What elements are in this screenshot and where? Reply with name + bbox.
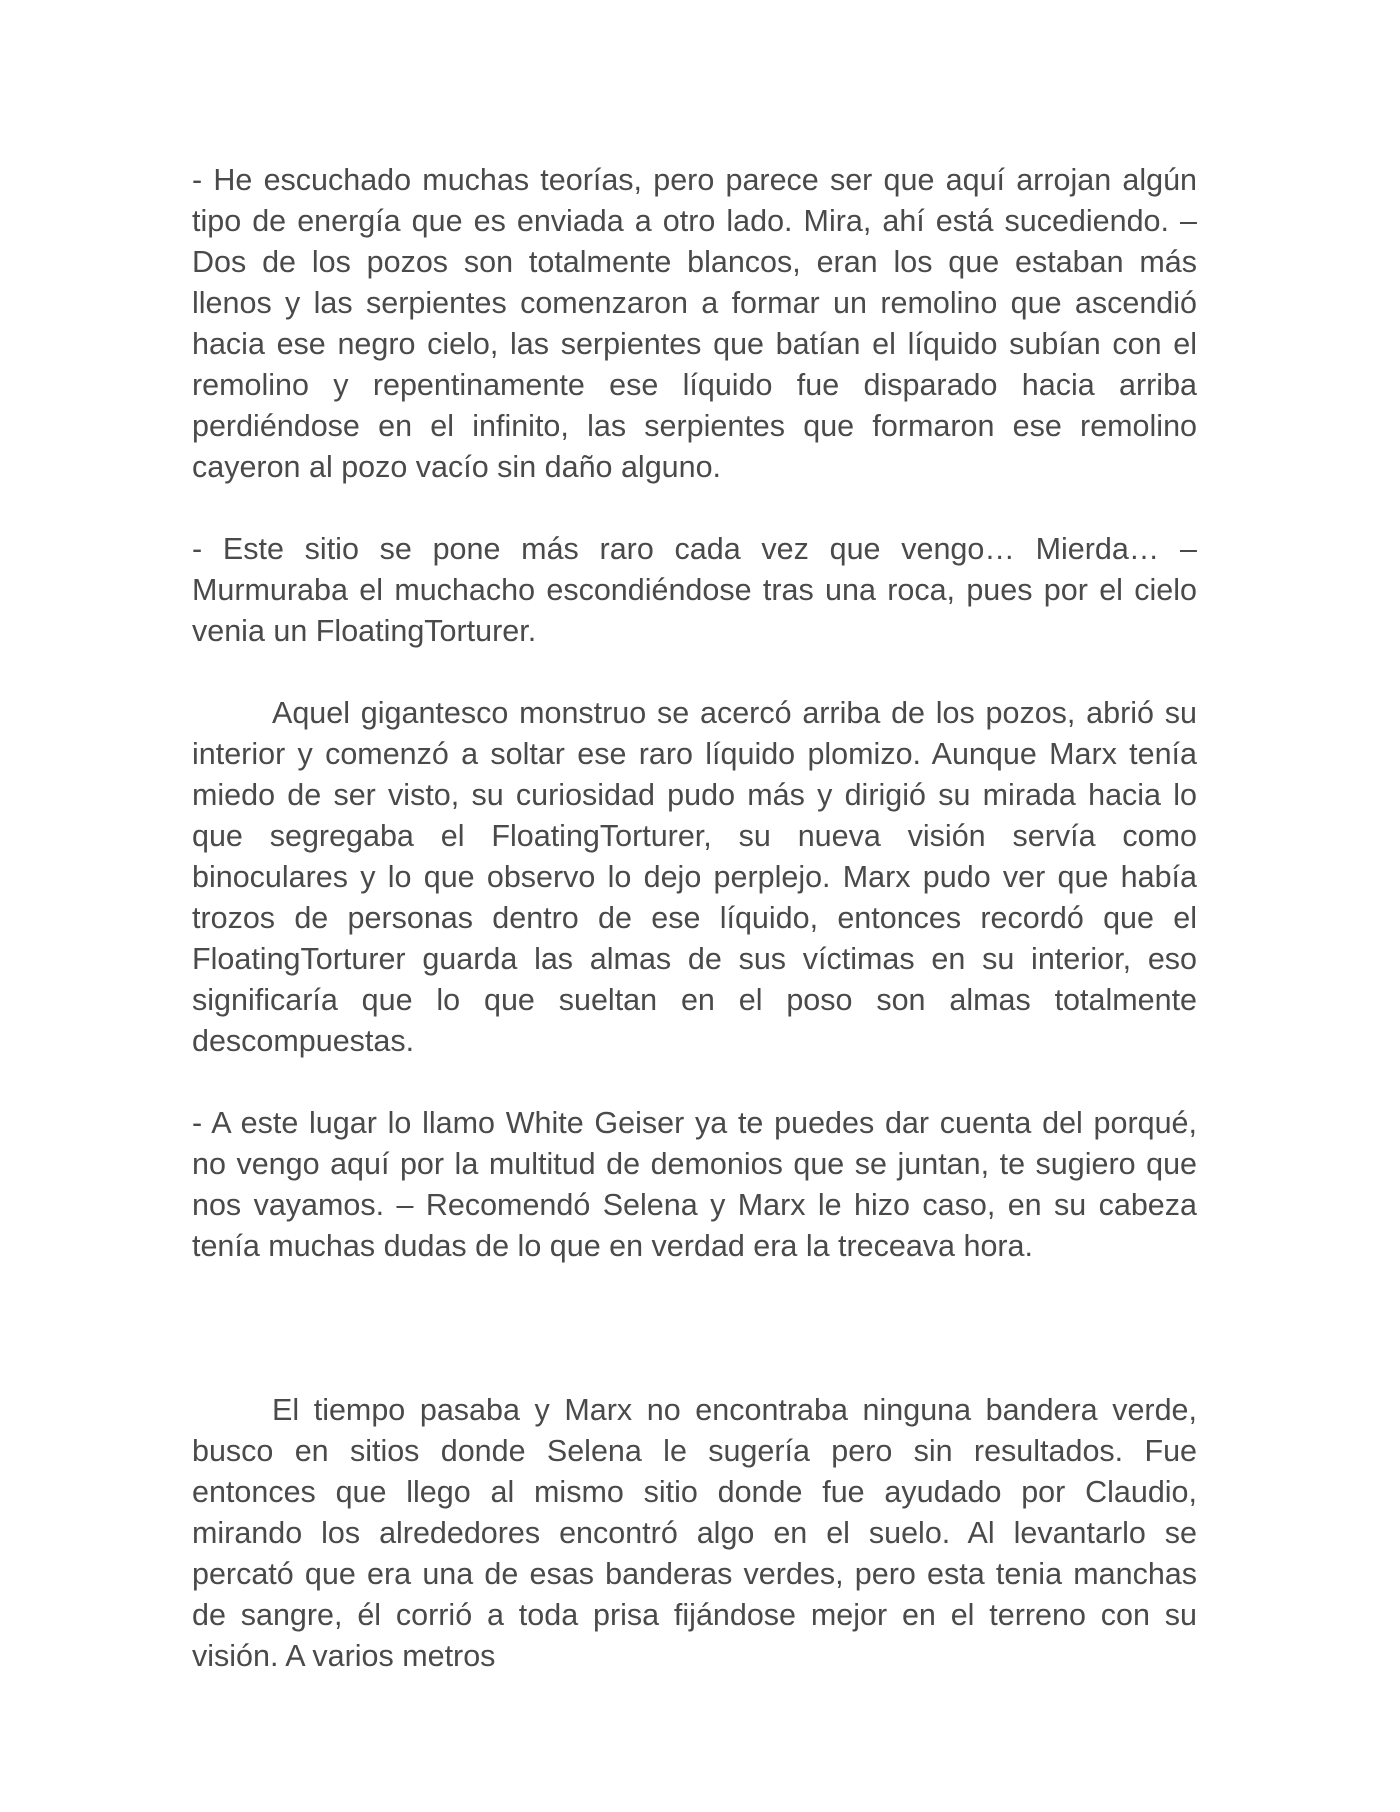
paragraph-bandera-verde: El tiempo pasaba y Marx no encontraba ninguna bandera verde, busco en sitios donde Selena le sugería pero sin resultados. Fue entonces que llego al mismo sitio donde fue ayudado por Claudio, mirando los alrededores encontró algo en el suelo. Al levantarlo se percató que era una de esas banderas verdes, pero esta tenia manchas de sangre, él corrió a toda prisa fijándose mejor en el terreno con su visión. A varios metros — [192, 1393, 1197, 1673]
document-page — [192, 160, 1197, 1677]
paragraph-monstruo: Aquel gigantesco monstruo se acercó arriba de los pozos, abrió su interior y comenzó a soltar ese raro líquido plomizo. Aunque Marx tenía miedo de ser visto, su curiosidad pudo más y dirigió su mirada hacia lo que segregaba el FloatingTorturer, su nueva visión servía como binoculares y lo que observo lo dejo perplejo. Marx pudo ver que había trozos de personas dentro de ese líquido, entonces recordó que el FloatingTorturer guarda las almas de sus víctimas en su interior, eso significaría que lo que sueltan en el poso son almas totalmente descompuestas. — [192, 696, 1197, 1058]
paragraph-white-geiser: - A este lugar lo llamo White Geiser ya te puedes dar cuenta del porqué, no vengo aquí por la multitud de demonios que se juntan, te sugiero que nos vayamos. – Recomendó Selena y Marx le hizo caso, en su cabeza tenía muchas dudas de lo que en verdad era la treceava hora. — [192, 1106, 1197, 1263]
paragraph-sitio-raro: - Este sitio se pone más raro cada vez que vengo… Mierda… – Murmuraba el muchacho escondiéndose tras una roca, pues por el cielo venia un FloatingTorturer. — [192, 532, 1197, 648]
paragraph-teorias: - He escuchado muchas teorías, pero parece ser que aquí arrojan algún tipo de energía que es enviada a otro lado. Mira, ahí está sucediendo. – Dos de los pozos son totalmente blancos, eran los que estaban más llenos y las serpientes comenzaron a formar un remolino que ascendió hacia ese negro cielo, las serpientes que batían el líquido subían con el remolino y repentinamente ese líquido fue disparado hacia arriba perdiéndose en el infinito, las serpientes que formaron ese remolino cayeron al pozo vacío sin daño alguno. — [192, 163, 1197, 484]
section-break — [192, 1308, 1197, 1390]
